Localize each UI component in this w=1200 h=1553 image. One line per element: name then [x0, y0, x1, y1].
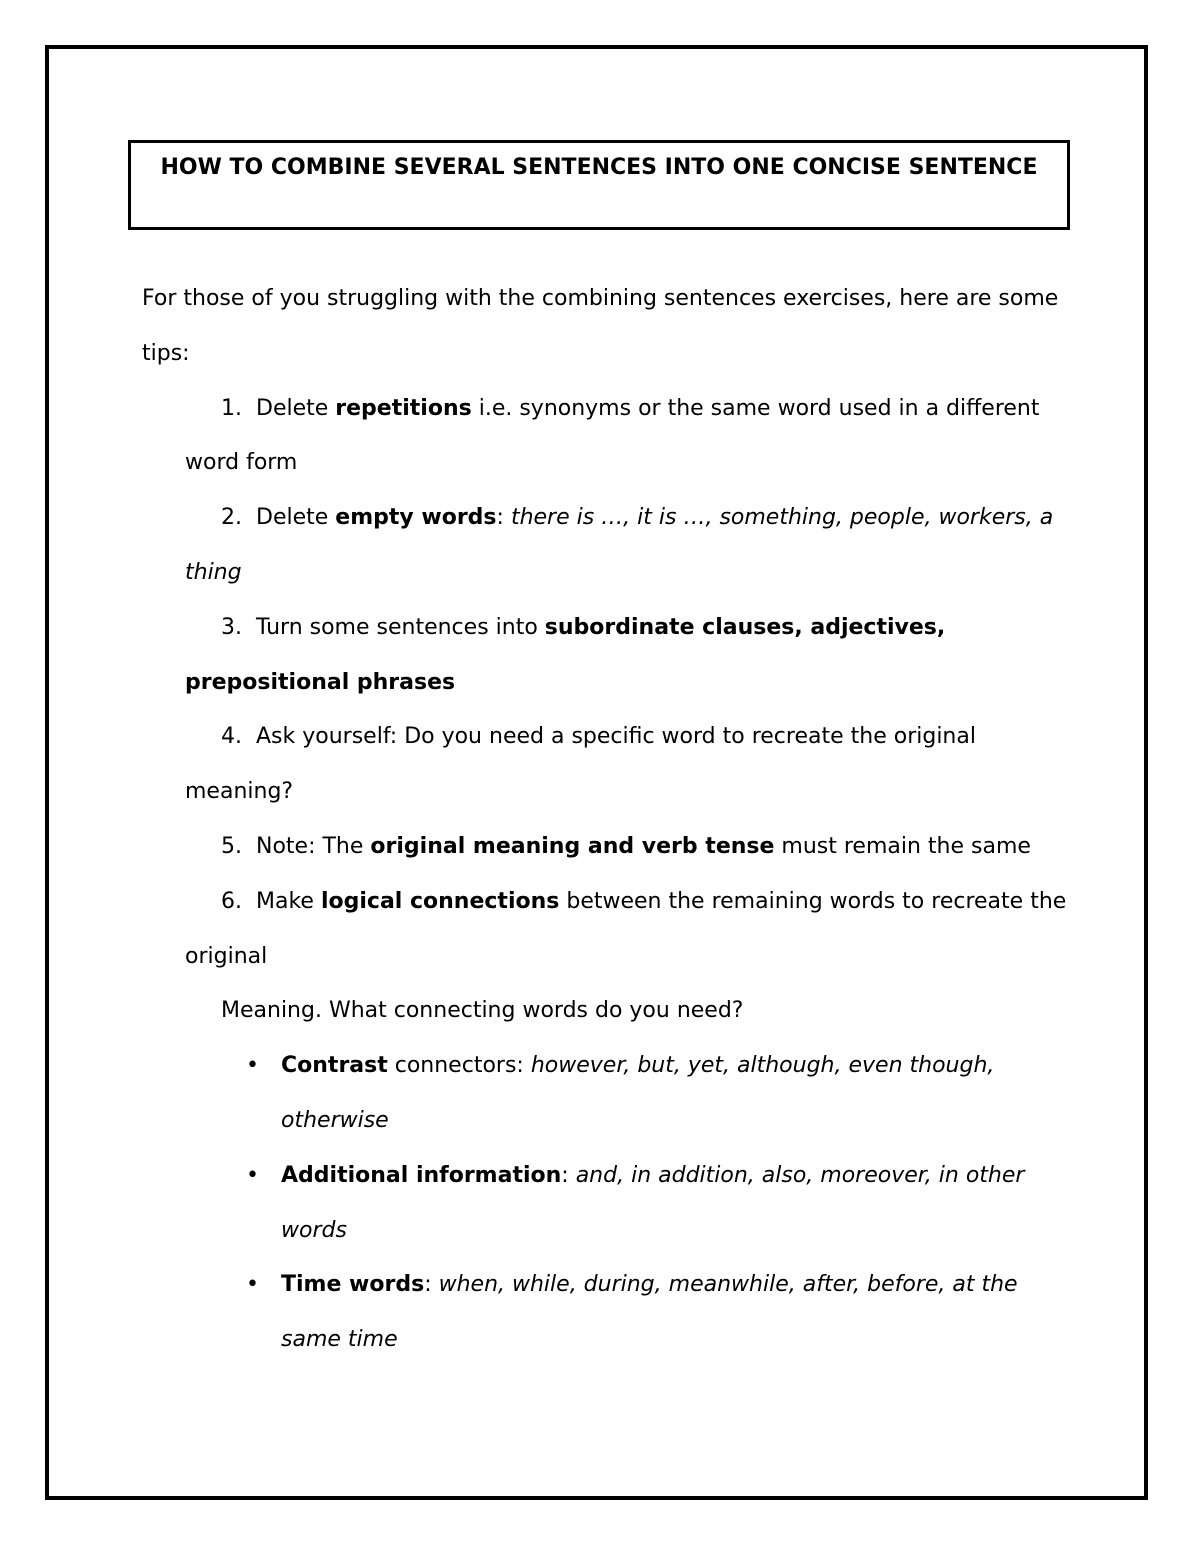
- tip-keyword: empty words: [335, 505, 497, 531]
- list-item: [142, 1149, 1072, 1259]
- connector-examples: however, but, yet, although, even though, otherwise: [281, 1053, 995, 1133]
- bullet-icon: •: [246, 1053, 259, 1079]
- connector-category: Additional information: [281, 1162, 562, 1188]
- document-body: [142, 272, 1072, 1368]
- connector-examples: and, in addition, also, moreover, in other words: [281, 1162, 1025, 1243]
- tip-text: Note: The: [256, 833, 371, 859]
- list-item: [142, 382, 1072, 492]
- connector-category: Time words: [281, 1272, 425, 1298]
- connector-label: :: [561, 1162, 576, 1188]
- connector-label: :: [424, 1272, 439, 1298]
- list-item: [142, 820, 1072, 875]
- list-item: [142, 1258, 1072, 1368]
- bullet-icon: •: [246, 1162, 259, 1188]
- tip-text: Delete: [256, 505, 336, 531]
- tip-text: Ask yourself: Do you need a specific word to recreate the original meaning?: [185, 724, 976, 805]
- tip-text-after: must remain the same: [774, 833, 1031, 859]
- tip-keyword: logical connections: [320, 888, 560, 914]
- tip-keyword: subordinate clauses, adjectives, prepositional phrases: [185, 614, 946, 695]
- list-item: [142, 875, 1072, 985]
- connector-category: Contrast: [281, 1053, 388, 1079]
- tips-list: [142, 382, 1072, 985]
- page-title: HOW TO COMBINE SEVERAL SENTENCES INTO ONE CONCISE SENTENCE: [160, 155, 1038, 180]
- tip-number: 3.: [221, 614, 242, 640]
- tip-number: 5.: [221, 833, 242, 859]
- tip-text: Turn some sentences into: [256, 614, 545, 640]
- list-item: [142, 491, 1072, 601]
- tip-number: 1.: [221, 395, 242, 421]
- intro-paragraph: For those of you struggling with the combining sentences exercises, here are some tips:: [142, 286, 1059, 366]
- connectors-list: [142, 1039, 1072, 1368]
- tip-keyword: original meaning and verb tense: [370, 833, 775, 859]
- bullet-icon: •: [246, 1272, 259, 1298]
- list-item: [142, 710, 1072, 820]
- tip-number: 2.: [221, 505, 242, 531]
- tip-text-after: i.e. synonyms or the same word used in a different word form: [185, 395, 1040, 476]
- tip-number: 6.: [221, 888, 242, 914]
- continuation-paragraph: Meaning. What connecting words do you need?: [221, 998, 744, 1024]
- connector-label: connectors:: [387, 1053, 531, 1079]
- tip-keyword: repetitions: [335, 395, 472, 421]
- tip-text: Delete: [256, 395, 336, 421]
- list-item: [142, 601, 1072, 711]
- tip-text-after: :: [496, 505, 511, 531]
- title-box: [128, 140, 1070, 230]
- tip-number: 4.: [221, 724, 242, 750]
- tip-text-after: between the remaining words to recreate the original: [185, 888, 1067, 969]
- tip-text: Make: [256, 888, 321, 914]
- list-item: [142, 1039, 1072, 1149]
- tip-examples: there is …, it is …, something, people, workers, a thing: [185, 505, 1054, 585]
- connector-examples: when, while, during, meanwhile, after, before, at the same time: [281, 1272, 1018, 1353]
